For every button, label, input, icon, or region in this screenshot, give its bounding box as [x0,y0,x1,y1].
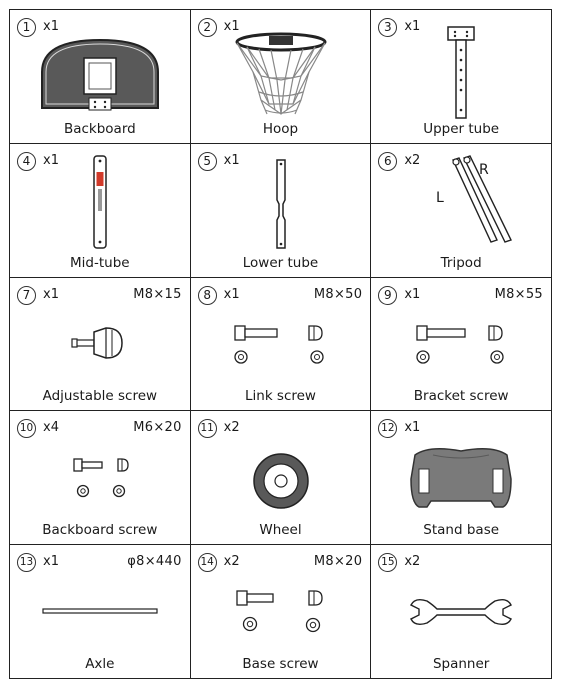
part-cell-bracket-screw [371,278,552,412]
part-cell-axle [10,545,191,679]
part-spec: M8×50 [313,286,363,302]
part-name: Axle [85,656,115,672]
part-cell-link-screw [191,278,372,412]
part-name: Adjustable screw [42,388,158,405]
part-quantity: x2 [223,554,240,570]
part-cell-mid-tube [10,144,191,278]
part-cell-tripod [371,144,552,278]
part-name: Tripod [440,254,482,271]
part-spec: M6×20 [133,420,182,436]
part-quantity: x2 [404,152,421,168]
part-cell-base-screw [191,545,372,679]
part-name: Backboard screw [42,522,158,539]
part-name: Spanner [432,656,490,672]
part-name: Link screw [244,388,316,405]
left-marker: L [436,189,445,206]
part-name: Hoop [262,120,299,137]
part-quantity: x1 [223,286,240,302]
part-quantity: x1 [43,554,59,570]
parts-list-grid [9,9,552,679]
part-quantity: x1 [43,152,59,168]
right-marker: R [479,161,490,178]
part-number-badge: 1 [17,18,36,37]
part-name: Mid-tube [70,254,130,271]
part-number-badge: 3 [378,18,397,37]
part-quantity: x1 [43,286,59,302]
part-cell-adjustable-screw [10,278,191,412]
part-quantity: x2 [404,554,421,570]
part-quantity: x1 [43,19,59,34]
part-quantity: x4 [43,420,59,436]
part-number-badge: 10 [17,419,36,438]
part-spec: M8×20 [313,554,363,570]
part-quantity: x1 [223,19,240,34]
part-cell-hoop [191,10,372,144]
part-number-badge: 9 [378,286,397,305]
part-number-badge: 6 [378,152,397,171]
part-spec: M8×15 [133,286,182,302]
part-number-badge: 7 [17,286,36,305]
part-number-badge: 14 [198,553,217,572]
part-number-badge: 4 [17,152,36,171]
part-cell-upper-tube [371,10,552,144]
part-number-badge: 11 [198,419,217,438]
part-cell-wheel [191,411,372,545]
part-spec: φ8×440 [127,554,182,570]
part-quantity: x2 [223,420,240,436]
part-cell-lower-tube [191,144,372,278]
part-number-badge: 2 [198,18,217,37]
part-quantity: x1 [404,19,421,34]
part-name: Upper tube [423,120,500,137]
part-name: Lower tube [242,254,319,271]
part-number-badge: 5 [198,152,217,171]
part-name: Stand base [423,522,500,539]
part-cell-spanner [371,545,552,679]
part-number-badge: 15 [378,553,397,572]
part-name: Base screw [242,656,319,672]
part-name: Backboard [63,120,136,137]
part-quantity: x1 [404,286,421,302]
part-quantity: x1 [223,152,240,168]
part-name: Wheel [259,522,302,539]
part-cell-backboard-screw [10,411,191,545]
part-quantity: x1 [404,420,421,436]
part-spec: M8×55 [494,286,543,302]
part-name: Bracket screw [413,388,509,405]
part-cell-stand-base [371,411,552,545]
part-number-badge: 12 [378,419,397,438]
part-number-badge: 13 [17,553,36,572]
part-number-badge: 8 [198,286,217,305]
part-cell-backboard [10,10,191,144]
